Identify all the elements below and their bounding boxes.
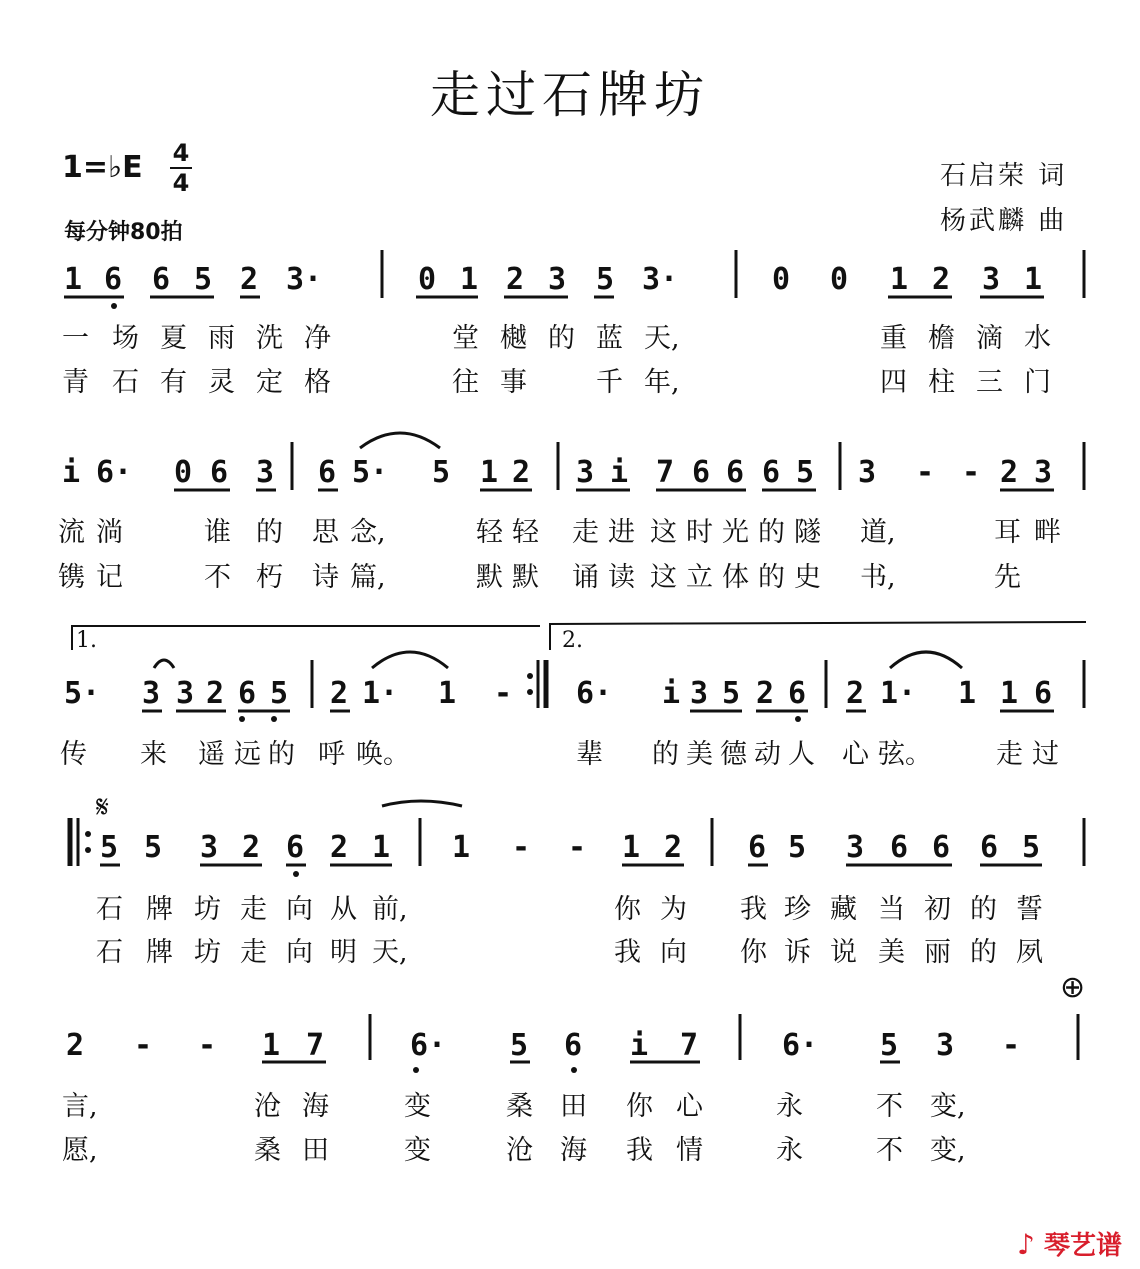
note: 6 — [238, 676, 257, 711]
lyric: 天, — [644, 323, 680, 354]
note: 2 — [206, 676, 225, 711]
note: 6· — [576, 676, 613, 711]
lyric: 心 — [676, 1091, 703, 1122]
lyric: 的 — [256, 517, 283, 548]
tempo-marking: 每分钟80拍 — [64, 220, 183, 245]
lyric: 流 — [58, 517, 85, 548]
lyric: 滴 — [976, 323, 1003, 354]
octave-dots — [111, 303, 801, 1073]
lyric: 时 — [686, 517, 713, 548]
lyric: 堂 — [452, 323, 479, 354]
note: - — [568, 830, 587, 865]
lyric: 坊 — [194, 937, 221, 968]
lyric: 有 — [160, 367, 187, 398]
note: 6· — [96, 455, 133, 490]
note: 3 — [200, 830, 219, 865]
lyric: 石 — [96, 937, 123, 968]
lyric: 人 — [788, 739, 815, 770]
lyric: 德 — [720, 739, 747, 770]
note: 3 — [858, 455, 877, 490]
note: 3 — [142, 676, 161, 711]
note: 0 — [772, 262, 791, 297]
note: 5 — [1022, 830, 1041, 865]
lyric: 的 — [758, 517, 785, 548]
lyric: 前, — [372, 894, 408, 925]
note: i — [662, 676, 681, 711]
lyric: 年, — [644, 367, 680, 398]
lyric: 丽 — [924, 937, 951, 968]
note: 2 — [664, 830, 683, 865]
lyric: 过 — [1032, 739, 1059, 770]
lyric: 传 — [60, 739, 87, 770]
lyric: 诗 — [312, 562, 339, 593]
lyric: 不 — [204, 562, 231, 593]
note: - — [494, 676, 513, 711]
lyric: 史 — [794, 562, 821, 593]
lyric: 的 — [970, 894, 997, 925]
note: 3 — [256, 455, 275, 490]
logo-mark-icon: ♪ — [1017, 1228, 1035, 1261]
lyric: 来 — [140, 739, 167, 770]
lyric: 记 — [96, 562, 123, 593]
lyric: 不 — [876, 1135, 903, 1166]
lyric: 我 — [740, 894, 767, 925]
note: 3 — [1034, 455, 1053, 490]
lyric: 三 — [976, 367, 1003, 398]
lyricist-credit: 石启荣 词 — [940, 161, 1068, 191]
note: 1 — [480, 455, 499, 490]
segno-sign: 𝄋 — [96, 790, 109, 825]
lyric: 海 — [302, 1091, 329, 1122]
lyric: 海 — [560, 1135, 587, 1166]
note: 2 — [242, 830, 261, 865]
note: i — [62, 455, 81, 490]
note: 2 — [66, 1028, 85, 1063]
note: 0 — [174, 455, 193, 490]
lyric: 洗 — [256, 323, 283, 354]
lyric: 场 — [112, 323, 139, 354]
note: 1 — [460, 262, 479, 297]
note: 1 — [262, 1028, 281, 1063]
lyric: 耳 — [994, 517, 1021, 548]
lyric: 光 — [722, 517, 749, 548]
note: 6 — [564, 1028, 583, 1063]
note: 1· — [362, 676, 399, 711]
note: 1· — [880, 676, 917, 711]
lyric: 灵 — [208, 367, 235, 398]
lyric: 天, — [372, 937, 408, 968]
lyric: 石 — [112, 367, 139, 398]
note: 1 — [890, 262, 909, 297]
lyric: 往 — [452, 367, 479, 398]
lyric: 我 — [614, 937, 641, 968]
lyric: 格 — [304, 367, 331, 398]
note: 6 — [788, 676, 807, 711]
note: - — [1002, 1028, 1021, 1063]
note: 5 — [796, 455, 815, 490]
lyric: 雨 — [208, 323, 235, 354]
lyric: 事 — [500, 367, 527, 398]
lyric: 镌 — [58, 562, 85, 593]
lyric: 向 — [286, 937, 313, 968]
lyric: 唤。 — [356, 739, 410, 770]
coda-sign: ⊕ — [1060, 970, 1086, 1005]
note: 5 — [100, 830, 119, 865]
lyric: 石 — [96, 894, 123, 925]
note: 7 — [306, 1028, 325, 1063]
lyric: 遥 — [198, 739, 225, 770]
lyric: 一 — [62, 323, 89, 354]
lyric: 淌 — [96, 517, 123, 548]
song-title: 走过石牌坊 — [430, 66, 710, 124]
note: 7 — [680, 1028, 699, 1063]
lyric: 重 — [880, 323, 907, 354]
time-top: 4 — [172, 139, 190, 167]
lyric: 畔 — [1034, 517, 1061, 548]
note: 6 — [152, 262, 171, 297]
lyric: 桑 — [254, 1135, 281, 1166]
note: 1 — [452, 830, 471, 865]
time-bottom: 4 — [172, 169, 190, 197]
lyric: 愿, — [62, 1135, 98, 1166]
lyric: 永 — [776, 1091, 803, 1122]
lyric: 坊 — [194, 894, 221, 925]
lyric: 轻 — [512, 517, 539, 548]
note: 5 — [722, 676, 741, 711]
lyric: 念, — [350, 517, 386, 548]
lyric: 的 — [548, 323, 575, 354]
lyric: 变 — [404, 1135, 431, 1166]
lyric: 永 — [776, 1135, 803, 1166]
note: 6 — [762, 455, 781, 490]
lyric: 远 — [234, 739, 261, 770]
lyric: 走 — [572, 517, 599, 548]
lyric: 蓝 — [596, 323, 623, 354]
lyric: 夙 — [1016, 937, 1043, 968]
lyric: 定 — [256, 367, 283, 398]
lyric: 体 — [722, 562, 749, 593]
key-signature: 1=♭E — [62, 150, 143, 185]
note: - — [916, 455, 935, 490]
lyric: 这 — [650, 562, 677, 593]
note: 2 — [240, 262, 259, 297]
note: 1 — [1000, 676, 1019, 711]
lyric: 向 — [286, 894, 313, 925]
lyric: 我 — [626, 1135, 653, 1166]
lyric: 辈 — [576, 739, 603, 770]
lyric: 的 — [268, 739, 295, 770]
duration-underlines — [64, 297, 1054, 1062]
note: 1 — [438, 676, 457, 711]
lyric: 柱 — [928, 367, 955, 398]
note: 3 — [936, 1028, 955, 1063]
note: 2 — [846, 676, 865, 711]
lyric: 走 — [240, 937, 267, 968]
note: - — [134, 1028, 153, 1063]
lyric: 谁 — [204, 517, 231, 548]
lyric: 田 — [560, 1091, 587, 1122]
note: 3· — [642, 262, 679, 297]
lyric: 呼 — [318, 739, 345, 770]
note: 2 — [932, 262, 951, 297]
note: 6 — [286, 830, 305, 865]
note: - — [512, 830, 531, 865]
note: 7 — [656, 455, 675, 490]
note: 2 — [1000, 455, 1019, 490]
lyric: 四 — [880, 367, 907, 398]
watermark-logo — [1017, 1225, 1122, 1262]
note: 1 — [64, 262, 83, 297]
note: 6 — [932, 830, 951, 865]
note: 6· — [410, 1028, 447, 1063]
lyric: 朽 — [256, 562, 283, 593]
lyric: 走 — [996, 739, 1023, 770]
lyric: 轻 — [476, 517, 503, 548]
lyric: 水 — [1024, 323, 1051, 354]
note: 3 — [576, 455, 595, 490]
note: 6· — [782, 1028, 819, 1063]
lyric: 桑 — [506, 1091, 533, 1122]
note: 2 — [506, 262, 525, 297]
lyric: 变 — [404, 1091, 431, 1122]
note: - — [962, 455, 981, 490]
lyric: 檐 — [928, 323, 955, 354]
note: 0 — [418, 262, 437, 297]
lyric: 的 — [758, 562, 785, 593]
lyric: 沧 — [506, 1135, 533, 1166]
lyric: 书, — [860, 562, 896, 593]
note: 6 — [210, 455, 229, 490]
note: 6 — [748, 830, 767, 865]
lyric: 心 — [842, 739, 869, 770]
note: 5 — [596, 262, 615, 297]
lyric: 先 — [994, 562, 1021, 593]
lyric: 的 — [652, 739, 679, 770]
composer-credit: 杨武麟 曲 — [940, 206, 1068, 236]
volta-1-label: 1. — [76, 628, 97, 653]
lyric: 牌 — [146, 894, 173, 925]
lyric: 净 — [304, 323, 331, 354]
note: 2 — [512, 455, 531, 490]
note: 5 — [510, 1028, 529, 1063]
note: 2 — [756, 676, 775, 711]
lyric: 不 — [876, 1091, 903, 1122]
lyric: 誓 — [1016, 894, 1043, 925]
note: 5 — [194, 262, 213, 297]
lyric: 道, — [860, 517, 896, 548]
lyric: 美 — [878, 937, 905, 968]
note: 3 — [690, 676, 709, 711]
lyric: 默 — [512, 562, 539, 593]
note: 6 — [726, 455, 745, 490]
note: 5· — [352, 455, 389, 490]
volta-brackets — [72, 622, 1086, 650]
note: 5 — [788, 830, 807, 865]
note: 3 — [846, 830, 865, 865]
note: 6 — [104, 262, 123, 297]
note: 1 — [622, 830, 641, 865]
lyric: 思 — [312, 517, 339, 548]
lyric: 门 — [1024, 367, 1051, 398]
watermark-text: 琴艺谱 — [1043, 1231, 1122, 1261]
lyric: 的 — [970, 937, 997, 968]
lyric: 走 — [240, 894, 267, 925]
lyric: 你 — [740, 937, 767, 968]
lyric: 向 — [660, 937, 687, 968]
barlines — [70, 250, 1084, 1060]
lyric: 青 — [62, 367, 89, 398]
lyric: 藏 — [830, 894, 857, 925]
note: 3· — [286, 262, 323, 297]
lyric: 动 — [754, 739, 781, 770]
lyric: 田 — [302, 1135, 329, 1166]
lyric: 言, — [62, 1091, 98, 1122]
volta-2-label: 2. — [562, 628, 583, 653]
note: 5 — [880, 1028, 899, 1063]
note: 3 — [982, 262, 1001, 297]
note: i — [610, 455, 629, 490]
lyric: 为 — [660, 894, 687, 925]
note: 5 — [432, 455, 451, 490]
note: - — [198, 1028, 217, 1063]
lyric: 夏 — [160, 323, 187, 354]
lyric: 隧 — [794, 517, 821, 548]
note: i — [630, 1028, 649, 1063]
note: 6 — [890, 830, 909, 865]
note: 1 — [1024, 262, 1043, 297]
lyric: 篇, — [350, 562, 386, 593]
note: 3 — [548, 262, 567, 297]
lyric: 当 — [878, 894, 905, 925]
lyric: 变, — [930, 1135, 966, 1166]
lyric: 诉 — [784, 937, 811, 968]
lyric: 千 — [596, 367, 623, 398]
lyric: 沧 — [254, 1091, 281, 1122]
note: 0 — [830, 262, 849, 297]
lyric: 诵 — [572, 562, 599, 593]
lyric: 变, — [930, 1091, 966, 1122]
lyric: 进 — [608, 517, 635, 548]
lyric: 默 — [476, 562, 503, 593]
lyric: 你 — [614, 894, 641, 925]
note: 6 — [318, 455, 337, 490]
note: 2 — [330, 830, 349, 865]
lyric: 樾 — [500, 323, 527, 354]
note: 5 — [270, 676, 289, 711]
note: 1 — [372, 830, 391, 865]
note: 2 — [330, 676, 349, 711]
lyric: 初 — [924, 894, 951, 925]
note: 3 — [176, 676, 195, 711]
lyric: 你 — [626, 1091, 653, 1122]
lyric: 立 — [686, 562, 713, 593]
note: 1 — [958, 676, 977, 711]
note: 6 — [692, 455, 711, 490]
note: 6 — [980, 830, 999, 865]
lyric: 这 — [650, 517, 677, 548]
repeat-dots — [85, 673, 533, 853]
lyric: 弦。 — [878, 739, 932, 770]
lyric: 读 — [608, 562, 635, 593]
lyric: 美 — [686, 739, 713, 770]
note: 6 — [1034, 676, 1053, 711]
lyric: 情 — [676, 1135, 703, 1166]
lyric: 从 — [330, 894, 357, 925]
note: 5· — [64, 676, 101, 711]
lyric: 牌 — [146, 937, 173, 968]
note: 5 — [144, 830, 163, 865]
lyric: 说 — [830, 937, 857, 968]
lyric: 珍 — [784, 894, 811, 925]
lyric: 明 — [330, 937, 357, 968]
